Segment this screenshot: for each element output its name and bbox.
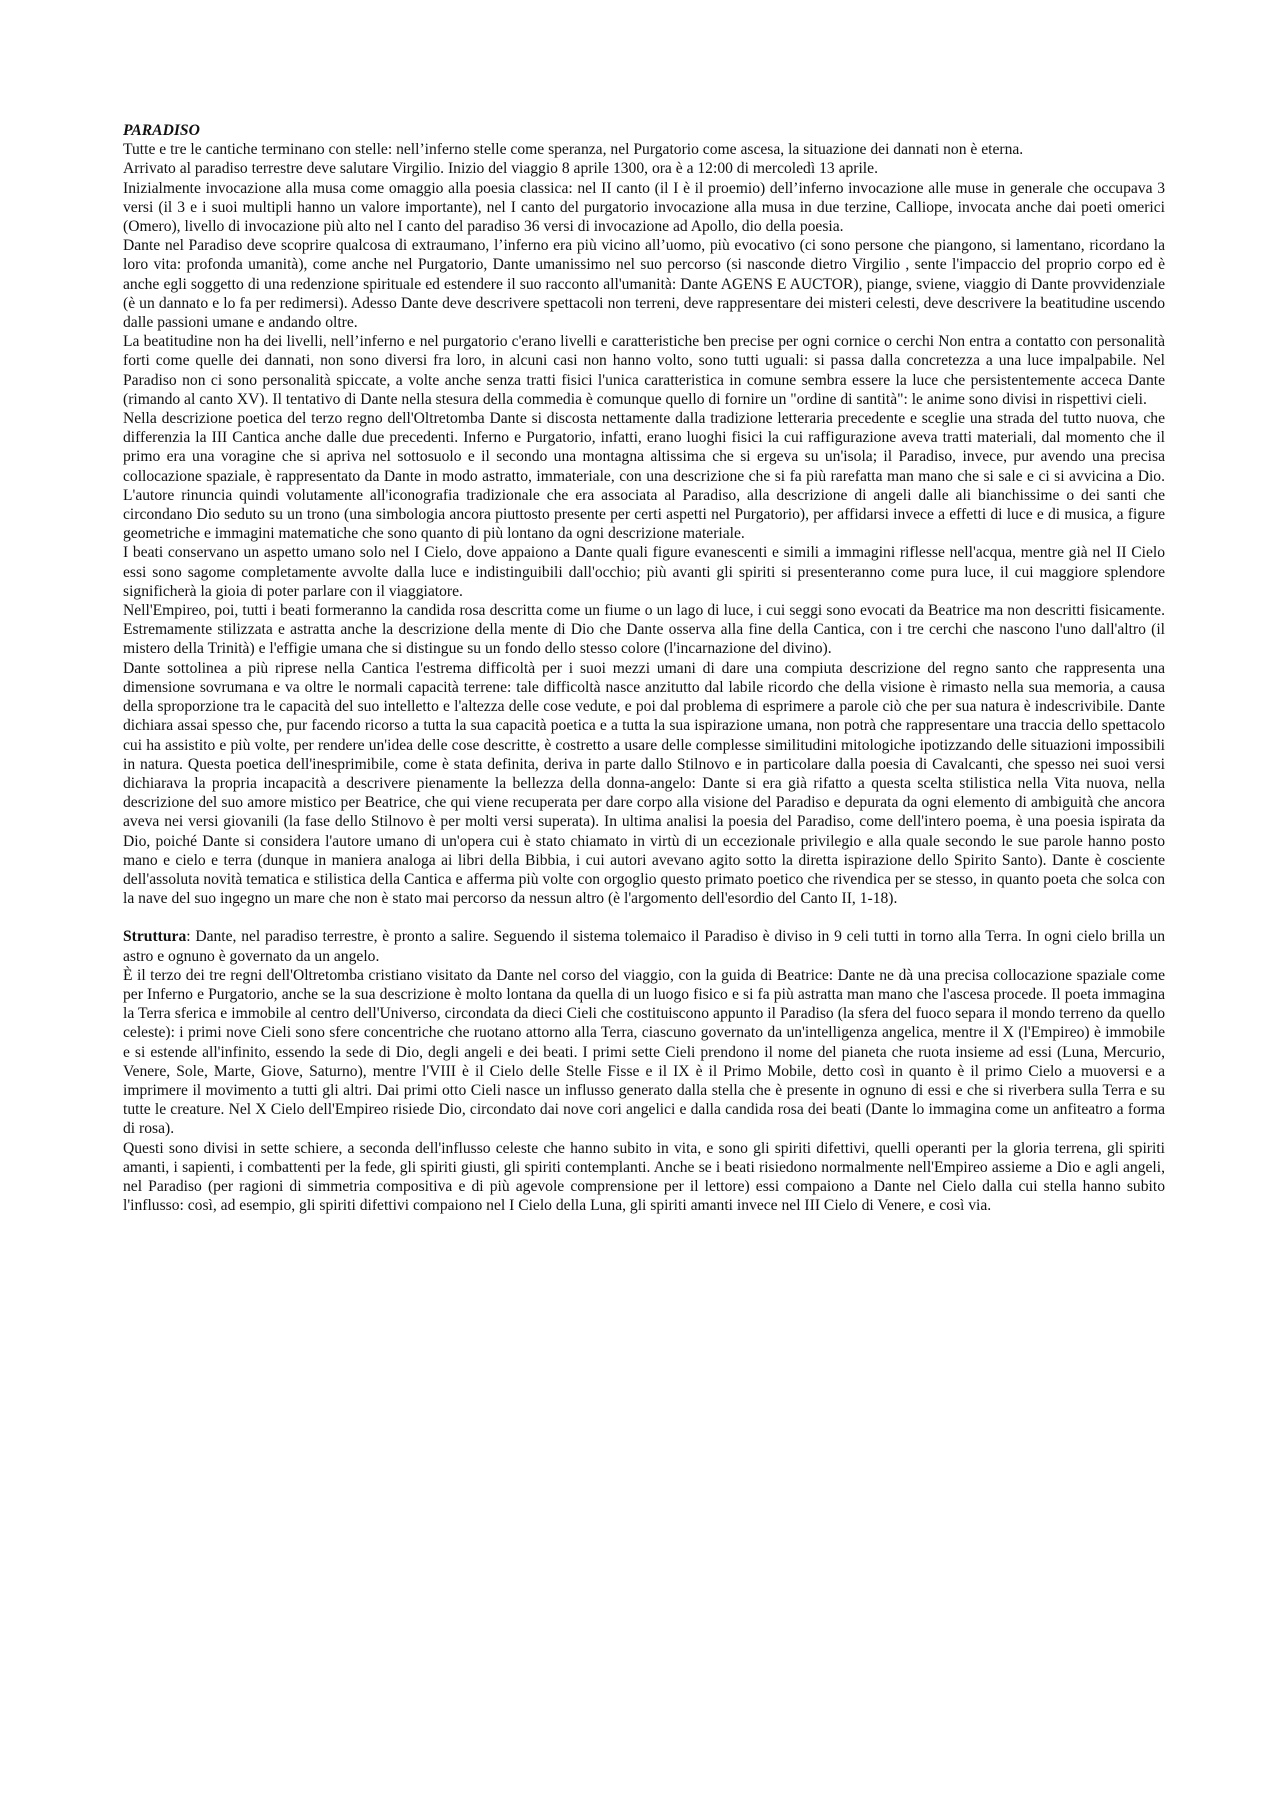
paragraph-intro-2: Arrivato al paradiso terrestre deve salutare Virgilio. Inizio del viaggio 8 aprile 1300, ora è a 12:00 di mercoledì 13 aprile. <box>123 160 878 178</box>
struttura-first-line: : Dante, nel paradiso terrestre, è pronto a salire. Seguendo il sistema tolemaico il Paradiso è diviso in 9 celi tutti in torno alla Terra. In ogni cielo brilla un astro e ognuno è governato da un angelo. <box>123 928 1165 965</box>
struttura-label: Struttura <box>123 928 187 946</box>
paragraph-intro-9: Dante sottolinea a più riprese nella Cantica l'estrema difficoltà per i suoi mezzi umani di dare una compiuta descrizione del regno santo che rappresenta una dimensione sovrumana e va oltre le normali capacità terrene: tale difficoltà nasce anzitutto dal labile ricordo che della visione è rimasto nella sua memoria, a causa della sproporzione tra le capacità del suo intelletto e l'altezza delle cose vedute, e poi dal problema di esprimere a parole ciò che per sua natura è indescrivibile. Dante dichiara assai spesso che, pur facendo ricorso a tutta la sua capacità poetica e a tutta la sua ispirazione umana, non potrà che rappresentare una traccia dello spettacolo cui ha assistito e più volte, per rendere un'idea delle cose descritte, è costretto a usare delle complesse similitudini mitologiche ipotizzando delle situazioni impossibili in natura. Questa poetica dell'inesprimibile, come è stata definita, deriva in parte dallo Stilnovo e in particolare dalla poesia di Cavalcanti, che spesso nei suoi versi dichiarava la propria incapacità a descrivere pienamente la bellezza della donna-angelo: Dante si era già rifatto a questa scelta stilistica nella Vita nuova, nella descrizione del suo amore mistico per Beatrice, che qui viene recuperata per dare corpo alla visione del Paradiso e depurata da ogni elemento di ambiguità che ancora aveva nei versi giovanili (la fase dello Stilnovo è per molti versi superata). In ultima analisi la poesia del Paradiso, come dell'intero poema, è una poesia ispirata da Dio, poiché Dante si considera l'autore umano di un'opera cui è stato chiamato in virtù di un eccezionale privilegio e alla quale secondo le sue parole hanno posto mano e cielo e terra (dunque in maniera analoga ai libri della Bibbia, i cui autori avevano agito sotto la diretta ispirazione dello Spirito Santo). Dante è cosciente dell'assoluta novità tematica e stilistica della Cantica e afferma più volte con orgoglio questo primato poetico che rivendica per se stesso, in quanto poeta che solca con la nave del suo ingegno un mare che non è stato mai percorso da nessun altro (è l'argomento dell'esordio del Canto II, 1-18). <box>123 659 1165 908</box>
paragraph-intro-3: Inizialmente invocazione alla musa come omaggio alla poesia classica: nel II canto (il I è il proemio) dell’inferno invocazione alle muse in generale che occupava 3 versi (il 3 e i suoi multipli hanno un valore importante), nel I canto del purgatorio invocazione alla musa in due terzine, Calliope, invocata anche dai poeti omerici (Omero), livello di invocazione più alto nel I canto del paradiso 36 versi di invocazione ad Apollo, dio della poesia. <box>123 179 1165 236</box>
paragraph-intro-8: Nell'Empireo, poi, tutti i beati formeranno la candida rosa descritta come un fiume o un lago di luce, i cui seggi sono evocati da Beatrice ma non descritti fisicamente. Estremamente stilizzata e astratta anche la descrizione della mente di Dio che Dante osserva alla fine della Cantica, con i tre cerchi che nascono l'uno dall'altro (il mistero della Trinità) e l'effigie umana che si distingue su un fondo dello stesso colore (l'incarnazione del divino). <box>123 602 1165 658</box>
document-page <box>123 121 1165 1215</box>
paragraph-intro-7: I beati conservano un aspetto umano solo nel I Cielo, dove appaiono a Dante quali figure evanescenti e simili a immagini riflesse nell'acqua, mentre già nel II Cielo essi sono sagome completamente avvolte dalla luce e indistinguibili dall'occhio; più avanti gli spiriti si presenteranno come pura luce, il cui maggiore splendore significherà la gioia di poter parlare con il viaggiatore. <box>123 544 1165 600</box>
paragraph-intro-5: La beatitudine non ha dei livelli, nell’inferno e nel purgatorio c'erano livelli e caratteristiche ben precise per ogni cornice o cerchi Non entra a contatto con personalità forti come quelle dei dannati, non sono diversi fra loro, in alcuni casi non hanno volto, sono tutti uguali: si passa dalla concretezza a una luce impalpabile. Nel Paradiso non ci sono personalità spiccate, a volte anche senza tratti fisici l'unica caratteristica in comune sembra essere la luce che persistentemente acceca Dante (rimando al canto XV). Il tentativo di Dante nella stesura della commedia è comunque quello di fornire un "ordine di santità": le anime sono divisi in rispettivi cieli. <box>123 333 1165 408</box>
struttura-paragraph-3: Questi sono divisi in sette schiere, a seconda dell'influsso celeste che hanno subito in vita, e sono gli spiriti difettivi, quelli operanti per la gloria terrena, gli spiriti amanti, i sapienti, i combattenti per la fede, gli spiriti giusti, gli spiriti contemplanti. Anche se i beati risiedono normalmente nell'Empireo assieme a Dio e agli angeli, nel Paradiso (per ragioni di simmetria compositiva e di più agevole comprensione per il lettore) essi compaiono a Dante nel Cielo dalla cui stella hanno subito l'influsso: così, ad esempio, gli spiriti difettivi compaiono nel I Cielo della Luna, gli spiriti amanti invece nel III Cielo di Venere, e così via. <box>123 1139 1165 1215</box>
paragraph-intro-1: Tutte e tre le cantiche terminano con stelle: nell’inferno stelle come speranza, nel Purgatorio come ascesa, la situazione dei dannati non è eterna. <box>123 141 1024 159</box>
paragraph-intro-4: Dante nel Paradiso deve scoprire qualcosa di extraumano, l’inferno era più vicino all’uomo, più evocativo (ci sono persone che piangono, si lamentano, ricordano la loro vita: profonda umanità), come anche nel Purgatorio, Dante umanissimo nel suo percorso (si nasconde dietro Virgilio , sente l'impaccio del proprio corpo ed è anche egli soggetto di una redenzione spirituale ed estendere il suo racconto all'umanità: Dante AGENS E AUCTOR), piange, sviene, viaggio di Dante provvidenziale (è un dannato e lo fa per redimersi). Adesso Dante deve descrivere spettacoli non terreni, deve rappresentare dei misteri celesti, deve descrivere la beatitudine uscendo dalle passioni umane e andando oltre. <box>123 237 1165 332</box>
document-title: PARADISO <box>123 122 200 139</box>
struttura-paragraph-2: È il terzo dei tre regni dell'Oltretomba cristiano visitato da Dante nel corso del viaggio, con la guida di Beatrice: Dante ne dà una precisa collocazione spaziale come per Inferno e Purgatorio, anche se la sua descrizione è molto lontana da quella di un luogo fisico e si fa più astratta man mano che l'ascesa procede. Il poeta immagina la Terra sferica e immobile al centro dell'Universo, circondata da dieci Cieli che costituiscono appunto il Paradiso (la sfera del fuoco separa il mondo terreno da quello celeste): i primi nove Cieli sono sfere concentriche che ruotano attorno alla Terra, ciascuno governato da un'intelligenza angelica, mentre il X (l'Empireo) è immobile e si estende all'infinito, essendo la sede di Dio, degli angeli e dei beati. I primi sette Cieli prendono il nome del pianeta che ruota insieme ad essi (Luna, Mercurio, Venere, Sole, Marte, Giove, Saturno), mentre l'VIII è il Cielo delle Stelle Fisse e il IX è il Primo Mobile, detto così in quanto è il primo Cielo a muoversi e a imprimere il movimento a tutti gli altri. Dai primi otto Cieli nasce un influsso generato dalla stella che è presente in ognuno di essi e che si riverbera sulla Terra e su tutte le creature. Nel X Cielo dell'Empireo risiede Dio, circondato dai nove cori angelici e dalla candida rosa dei beati (Dante lo immagina come un anfiteatro a forma di rosa). <box>123 966 1165 1138</box>
section-spacer <box>123 908 1165 927</box>
paragraph-intro-6: Nella descrizione poetica del terzo regno dell'Oltretomba Dante si discosta nettamente dalla tradizione letteraria precedente e sceglie una strada del tutto nuova, che differenzia la III Cantica anche dalle due precedenti. Inferno e Purgatorio, infatti, erano luoghi fisici la cui raffigurazione aveva tratti materiali, dal momento che il primo era una voragine che si apriva nel sottosuolo e il secondo una montagna altissima che si ergeva su un'isola; il Paradiso, invece, pur avendo una precisa collocazione spaziale, è rappresentato da Dante in modo astratto, immateriale, con una descrizione che si fa più rarefatta man mano che si sale e ci si avvicina a Dio. L'autore rinuncia quindi volutamente all'iconografia tradizionale che era associata al Paradiso, alla descrizione di angeli dalle ali bianchissime o dei santi che circondano Dio seduto su un trono (una simbologia ancora piuttosto presente per certi aspetti nel Purgatorio), per affidarsi invece a effetti di luce e di musica, a figure geometriche e immagini matematiche che sono quanto di più lontano da ogni descrizione materiale. <box>123 410 1165 543</box>
struttura-paragraph <box>123 927 1165 965</box>
